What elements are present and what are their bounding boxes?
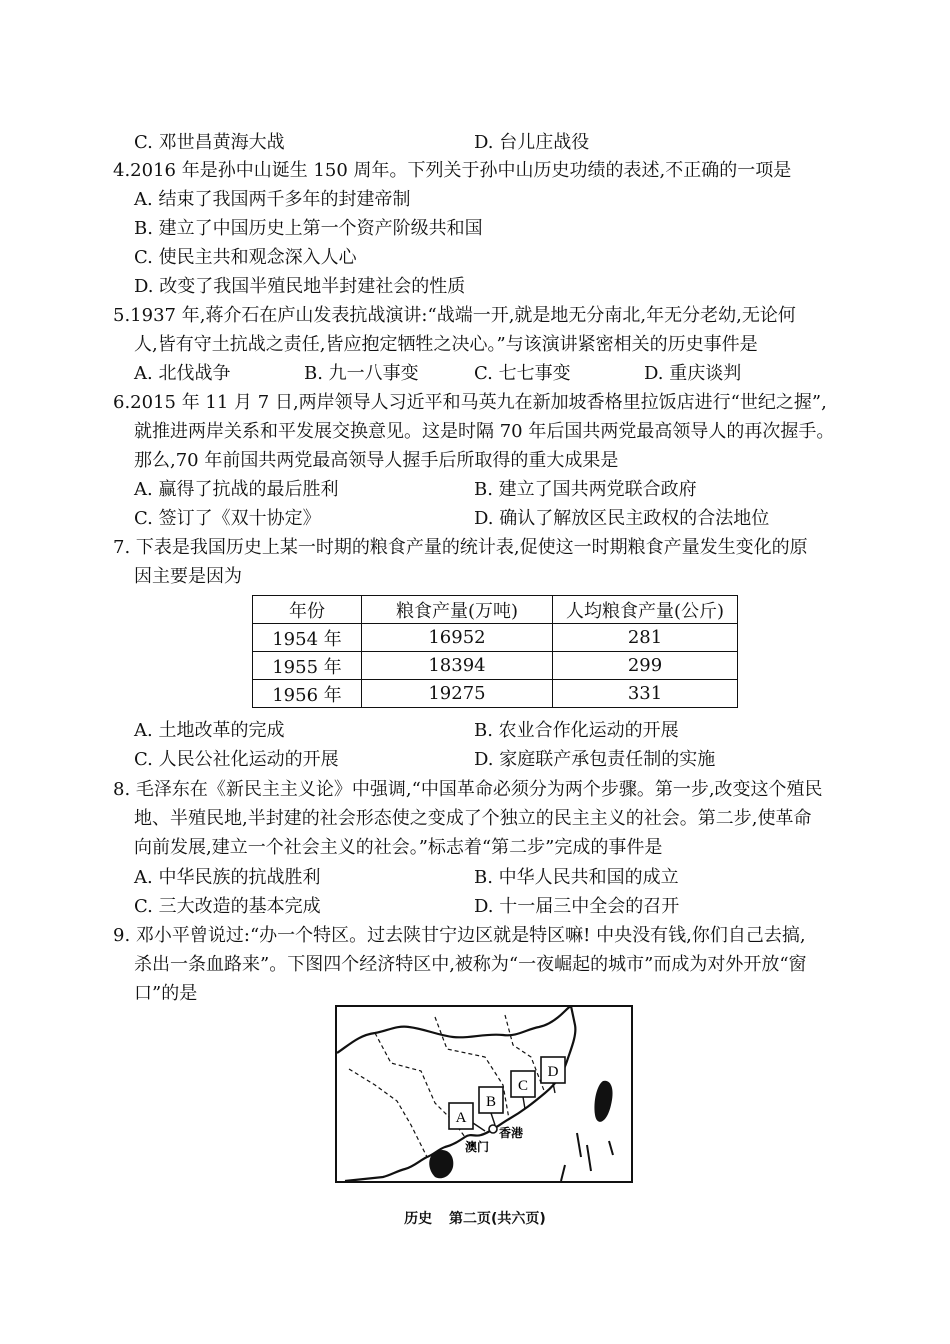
column-header: 粮食产量(万吨) <box>362 596 553 624</box>
option-a: A. 赢得了抗战的最后胜利 <box>134 479 339 500</box>
option-c: C. 七七事变 <box>474 363 571 384</box>
question-stem: 6.2015 年 11 月 7 日,两岸领导人习近平和马英九在新加坡香格里拉饭店进行“世纪之握”, <box>113 392 827 413</box>
option-a: A. 北伐战争 <box>134 363 231 384</box>
table-row <box>253 680 738 708</box>
table-cell: 16952 <box>362 624 553 652</box>
question-stem: 人,皆有守土抗战之责任,皆应抱定牺牲之决心。”与该演讲紧密相关的历史事件是 <box>134 334 758 355</box>
taiwan-island <box>594 1081 612 1122</box>
small-islands <box>561 1133 613 1181</box>
option-a: A. 土地改革的完成 <box>134 720 285 741</box>
footer-subject: 历史 <box>404 1211 433 1227</box>
coastline <box>337 1006 575 1181</box>
option-b: B. 农业合作化运动的开展 <box>474 720 679 741</box>
option-d: D. 改变了我国半殖民地半封建社会的性质 <box>134 276 466 297</box>
option-a: A. 结束了我国两千多年的封建帝制 <box>134 189 411 210</box>
table-cell: 1955 年 <box>253 652 362 680</box>
table-cell: 1954 年 <box>253 624 362 652</box>
marker-d <box>541 1057 565 1093</box>
table-cell: 299 <box>553 652 738 680</box>
question-stem: 4.2016 年是孙中山诞生 150 周年。下列关于孙中山历史功绩的表述,不正确的一项是 <box>113 160 792 181</box>
option-c: C. 签订了《双十协定》 <box>134 508 321 529</box>
question-stem: 地、半殖民地,半封建的社会形态使之变成了个独立的民主主义的社会。第二步,使革命 <box>134 808 812 829</box>
column-header: 年份 <box>253 596 362 624</box>
option-d: D. 家庭联产承包责任制的实施 <box>474 749 716 770</box>
marker-b <box>479 1087 503 1125</box>
option-b: B. 九一八事变 <box>304 363 419 384</box>
question-stem: 7. 下表是我国历史上某一时期的粮食产量的统计表,促使这一时期粮食产量发生变化的原 <box>113 537 808 558</box>
table-header-row <box>253 596 738 624</box>
hk-point <box>489 1125 497 1133</box>
table-cell: 18394 <box>362 652 553 680</box>
label-macau: 澳门 <box>465 1140 490 1154</box>
hainan-island <box>429 1150 453 1178</box>
svg-text:B: B <box>485 1094 497 1110</box>
question-stem: 向前发展,建立一个社会主义的社会。”标志着“第二步”完成的事件是 <box>134 837 663 858</box>
table-cell: 19275 <box>362 680 553 708</box>
question-stem: 9. 邓小平曾说过:“办一个特区。过去陕甘宁边区就是特区嘛! 中央没有钱,你们自己去搞, <box>113 925 806 946</box>
option-d: D. 重庆谈判 <box>644 363 742 384</box>
svg-text:D: D <box>547 1064 559 1080</box>
province-border <box>349 1069 427 1157</box>
question-stem: 杀出一条血路来”。下图四个经济特区中,被称为“一夜崛起的城市”而成为对外开放“窗 <box>134 954 807 975</box>
question-stem: 因主要是因为 <box>134 566 242 587</box>
question-stem: 8. 毛泽东在《新民主主义论》中强调,“中国革命必须分为两个步骤。第一步,改变这个殖民 <box>113 779 823 800</box>
question-stem: 口”的是 <box>134 983 198 1004</box>
grain-output-table <box>252 595 738 708</box>
question-stem: 那么,70 年前国共两党最高领导人握手后所取得的重大成果是 <box>134 450 619 471</box>
column-header: 人均粮食产量(公斤) <box>553 596 738 624</box>
option-d: D. 确认了解放区民主政权的合法地位 <box>474 508 770 529</box>
option-a: A. 中华民族的抗战胜利 <box>134 867 321 888</box>
option-d: D. 台儿庄战役 <box>474 132 590 153</box>
table-row <box>253 652 738 680</box>
table-cell: 331 <box>553 680 738 708</box>
option-b: B. 中华人民共和国的成立 <box>474 867 679 888</box>
option-d: D. 十一届三中全会的召开 <box>474 896 680 917</box>
option-c: C. 人民公社化运动的开展 <box>134 749 339 770</box>
option-c: C. 三大改造的基本完成 <box>134 896 321 917</box>
option-c: C. 使民主共和观念深入人心 <box>134 247 357 268</box>
option-b: B. 建立了国共两党联合政府 <box>474 479 697 500</box>
question-stem: 就推进两岸关系和平发展交换意见。这是时隔 70 年后国共两党最高领导人的再次握手。 <box>134 421 835 442</box>
option-c: C. 邓世昌黄海大战 <box>134 132 285 153</box>
question-stem: 5.1937 年,蒋介石在庐山发表抗战演讲:“战端一开,就是地无分南北,年无分老幼,无论何 <box>113 305 796 326</box>
label-hongkong: 香港 <box>499 1126 524 1140</box>
svg-text:C: C <box>517 1078 529 1094</box>
table-cell: 281 <box>553 624 738 652</box>
table-cell: 1956 年 <box>253 680 362 708</box>
footer-page-number: 第二页(共六页) <box>449 1211 546 1227</box>
svg-text:A: A <box>455 1110 467 1126</box>
sez-map <box>335 1005 633 1183</box>
table-row <box>253 624 738 652</box>
option-b: B. 建立了中国历史上第一个资产阶级共和国 <box>134 218 483 239</box>
page-footer <box>0 1208 950 1228</box>
